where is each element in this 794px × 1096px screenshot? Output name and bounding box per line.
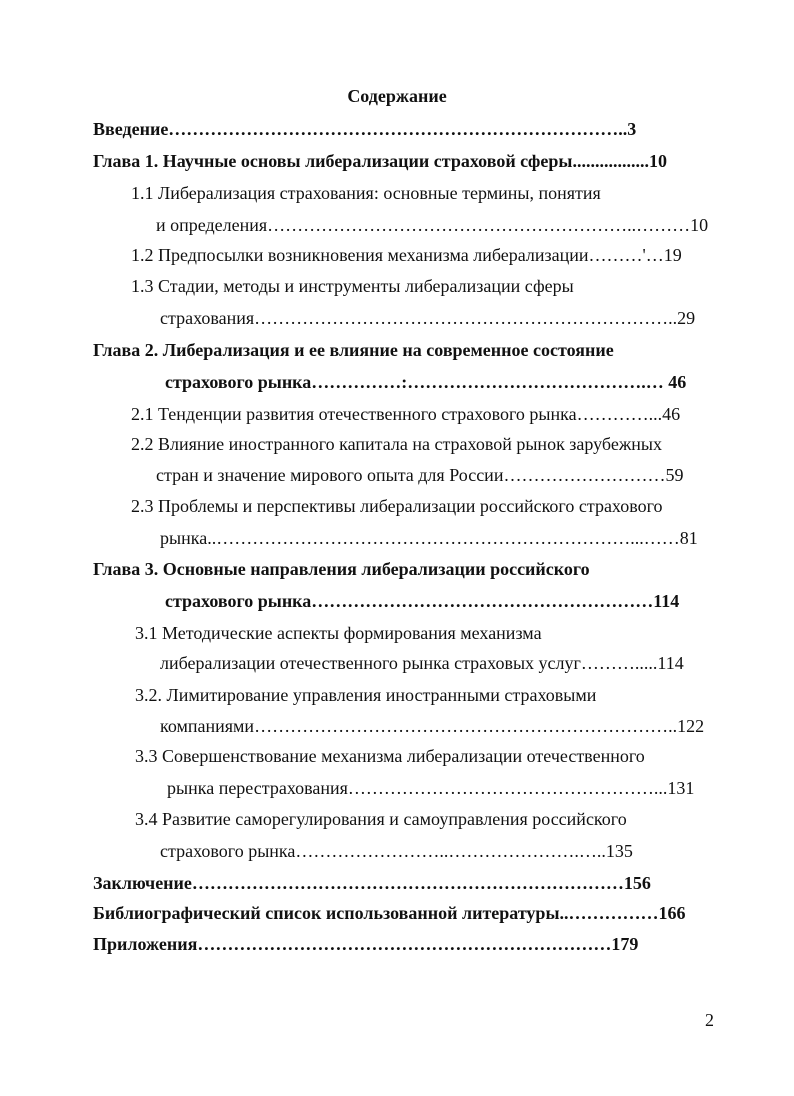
page-title: Содержание [347, 86, 447, 106]
toc-section-3-3-line2: рынка перестрахования……………………………………………...131 [167, 778, 695, 798]
toc-section-3-3-line1: 3.3 Совершенствование механизма либерализации отечественного [135, 746, 645, 766]
toc-section-3-1-line1: 3.1 Методические аспекты формирования механизма [135, 623, 542, 643]
toc-section-2-2-line1: 2.2 Влияние иностранного капитала на страховой рынок зарубежных [131, 434, 663, 454]
toc-section-2-3-line2: рынка..……………………………………………………………...……81 [160, 528, 698, 548]
toc-chapter-2-line1: Глава 2. Либерализация и ее влияние на современное состояние [93, 340, 614, 360]
toc-section-3-2-line2: компаниями……………………………………………………………..122 [160, 716, 705, 736]
toc-chapter-2-line2: страхового рынка……………:………………………………….… 46 [165, 372, 687, 392]
toc-section-1-3-line2: страхования……………………………………………………………..29 [160, 308, 696, 328]
toc-section-2-2-line2: стран и значение мирового опыта для России………………………59 [156, 465, 684, 485]
toc-section-3-1-line2: либерализации отечественного рынка страховых услуг……….....114 [160, 653, 684, 673]
toc-chapter-3-line1: Глава 3. Основные направления либерализации российского [93, 559, 590, 579]
toc-section-3-4-line2: страхового рынка……………………..………………….…..135 [160, 841, 633, 861]
toc-chapter-3-line2: страхового рынка…………………………………………………114 [165, 591, 680, 611]
toc-section-1-3-line1: 1.3 Стадии, методы и инструменты либерализации сферы [131, 276, 574, 296]
toc-section-2-1: 2.1 Тенденции развития отечественного страхового рынка…………...46 [131, 404, 681, 424]
toc-section-3-4-line1: 3.4 Развитие саморегулирования и самоуправления российского [135, 809, 627, 829]
toc-conclusion: Заключение………………………………………………………………156 [93, 873, 651, 893]
toc-section-1-1-line1: 1.1 Либерализация страхования: основные термины, понятия [131, 183, 601, 203]
toc-section-1-1-line2: и определения……………………………………………………..………10 [156, 215, 709, 235]
toc-bibliography: Библиографический список использованной литературы..……………166 [93, 903, 686, 923]
page-number: 2 [705, 1010, 714, 1030]
toc-chapter-1: Глава 1. Научные основы либерализации страховой сферы.................10 [93, 151, 667, 171]
toc-section-2-3-line1: 2.3 Проблемы и перспективы либерализации российского страхового [131, 496, 663, 516]
toc-section-1-2: 1.2 Предпосылки возникновения механизма либерализации………'…19 [131, 245, 682, 265]
toc-intro: Введение…………………………………………………………………..3 [93, 119, 637, 139]
toc-section-3-2-line1: 3.2. Лимитирование управления иностранными страховыми [135, 685, 597, 705]
toc-appendix: Приложения……………………………………………………………179 [93, 934, 639, 954]
